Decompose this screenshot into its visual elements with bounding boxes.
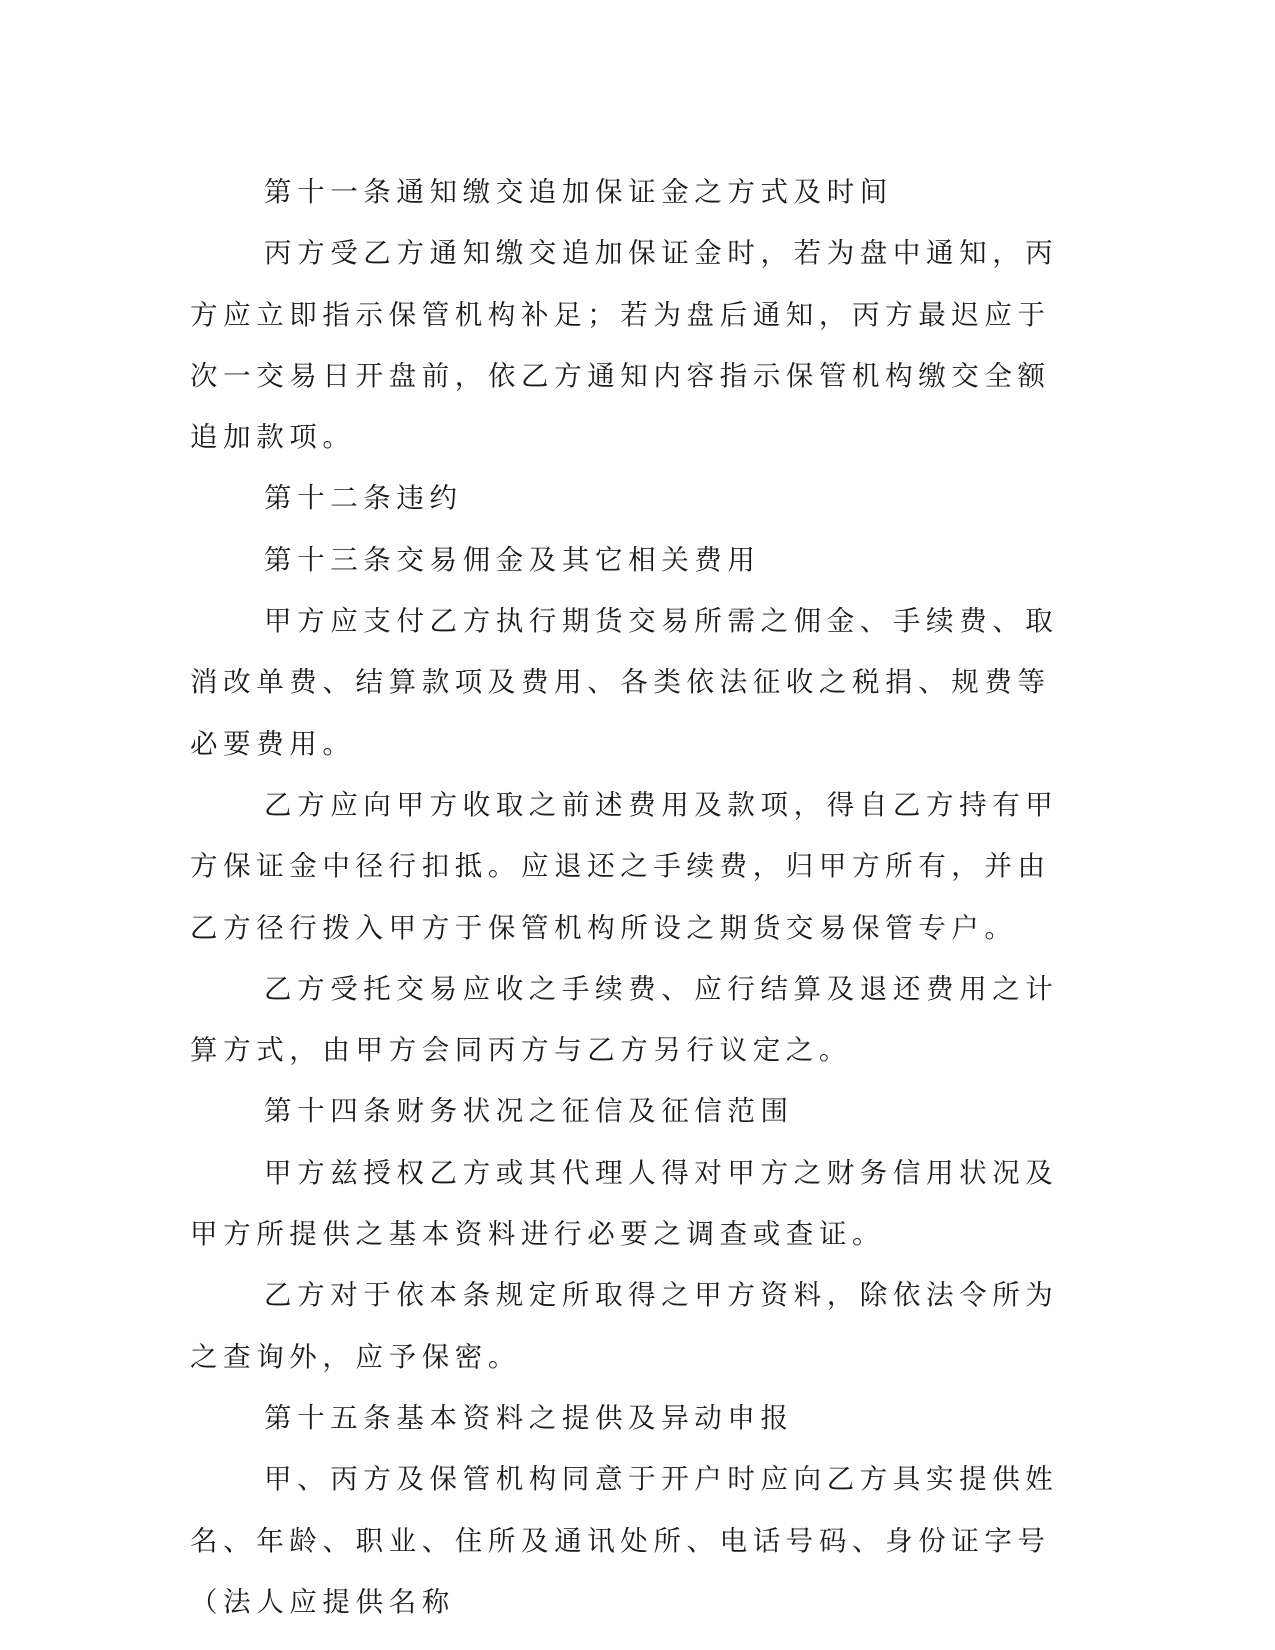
article-13-body-3: 乙方受托交易应收之手续费、应行结算及退还费用之计算方式，由甲方会同丙方与乙方另行议定之。	[190, 972, 1059, 1067]
article-12-heading: 第十二条违约	[264, 482, 463, 515]
article-13-body-1: 甲方应支付乙方执行期货交易所需之佣金、手续费、取消改单费、结算款项及费用、各类依法征收之税捐、规费等必要费用。	[190, 605, 1059, 760]
article-15-body: 甲、丙方及保管机构同意于开户时应向乙方具实提供姓名、年龄、职业、住所及通讯处所、电话号码、身份证字号（法人应提供名称	[190, 1463, 1059, 1618]
article-14-body-2: 乙方对于依本条规定所取得之甲方资料，除依法令所为之查询外，应予保密。	[190, 1279, 1059, 1373]
article-14-body-1: 甲方兹授权乙方或其代理人得对甲方之财务信用状况及甲方所提供之基本资料进行必要之调查或查证。	[190, 1156, 1059, 1251]
article-13-body-2: 乙方应向甲方收取之前述费用及款项，得自乙方持有甲方保证金中径行扣抵。应退还之手续费，归甲方所有，并由乙方径行拨入甲方于保管机构所设之期货交易保管专户。	[190, 788, 1059, 944]
article-13-heading: 第十三条交易佣金及其它相关费用	[264, 543, 761, 576]
article-15-heading: 第十五条基本资料之提供及异动申报	[264, 1401, 794, 1434]
document-body	[190, 162, 1075, 1633]
article-11-heading: 第十一条通知缴交追加保证金之方式及时间	[264, 176, 893, 208]
article-11-body: 丙方受乙方通知缴交追加保证金时，若为盘中通知，丙方应立即指示保管机构补足；若为盘后通知，丙方最迟应于次一交易日开盘前，依乙方通知内容指示保管机构缴交全额追加款项。	[190, 237, 1059, 454]
article-14-heading: 第十四条财务状况之征信及征信范围	[264, 1095, 794, 1128]
